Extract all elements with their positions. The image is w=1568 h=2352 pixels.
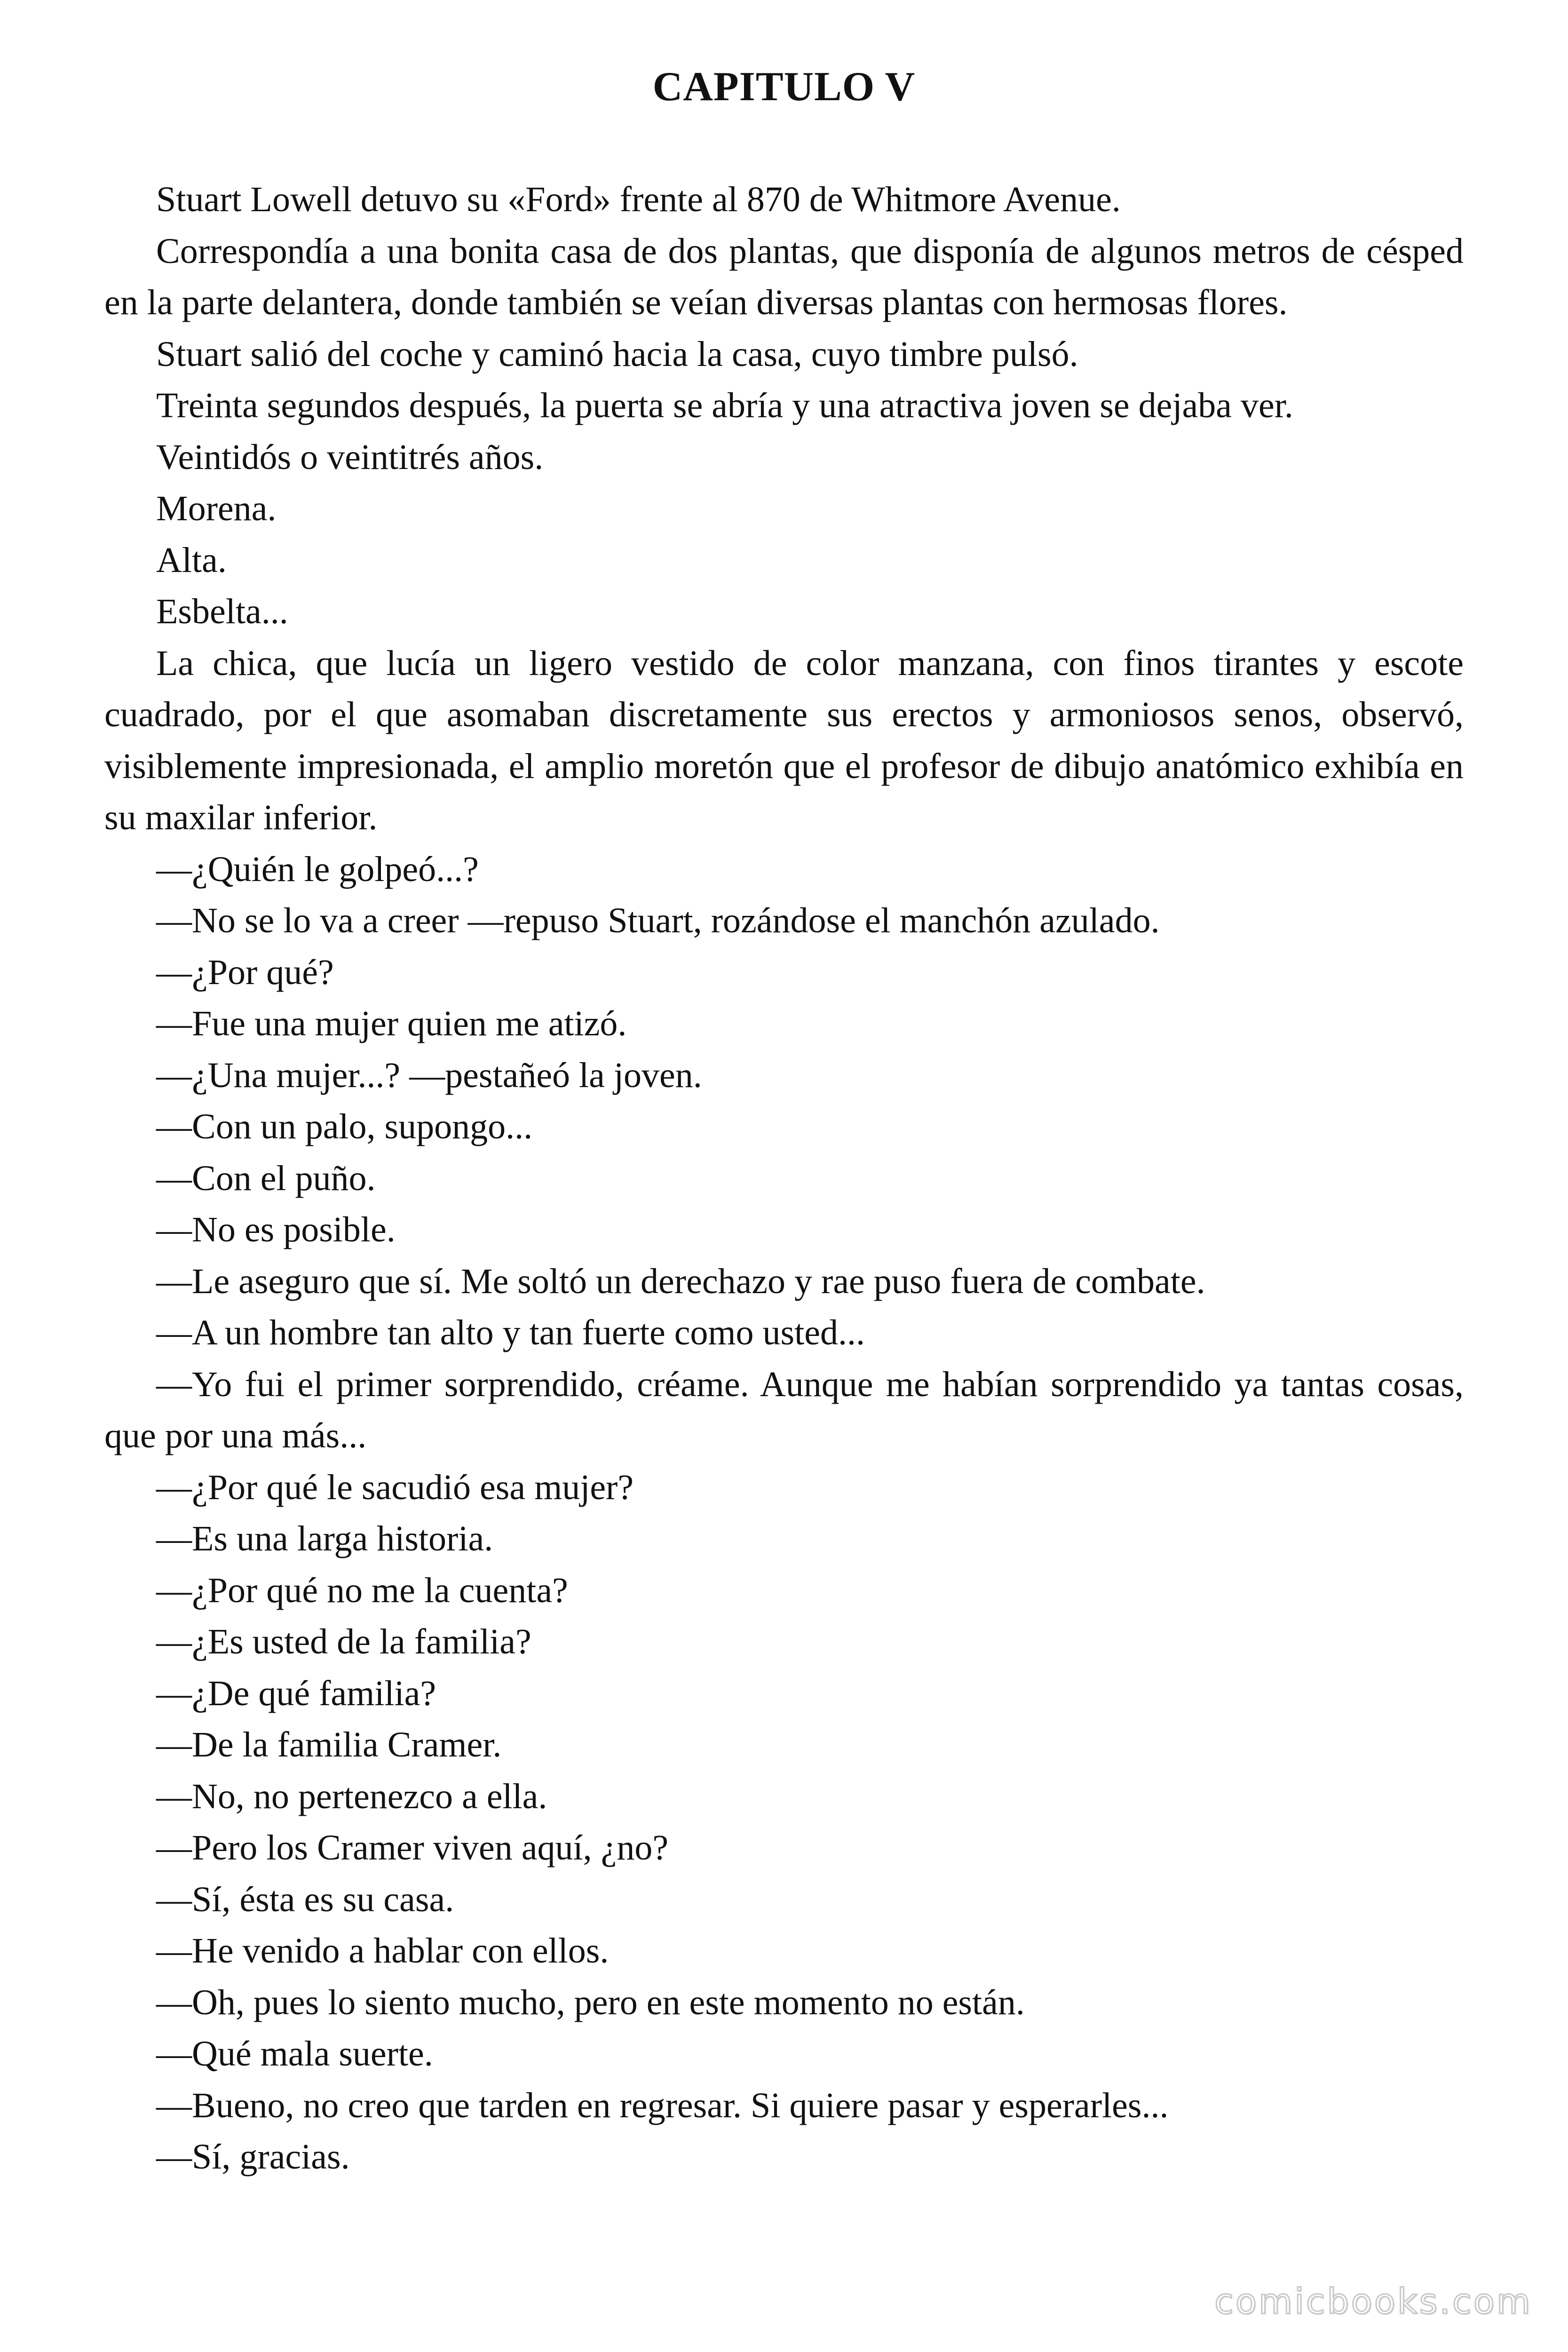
chapter-title: CAPITULO V: [652, 64, 916, 110]
chapter-body: [104, 174, 1464, 2183]
dialogue-line: —No se lo va a creer —repuso Stuart, rozándose el manchón azulado.: [156, 901, 1160, 940]
dialogue-line: —Qué mala suerte.: [156, 2034, 433, 2074]
dialogue-line: —De la familia Cramer.: [156, 1725, 502, 1764]
dialogue-line: —¿Por qué le sacudió esa mujer?: [156, 1467, 634, 1507]
dialogue-line: —Sí, ésta es su casa.: [156, 1879, 454, 1919]
paragraph: Treinta segundos después, la puerta se abría y una atractiva joven se dejaba ver.: [156, 386, 1293, 425]
dialogue-line: —¿Quién le golpeó...?: [156, 849, 479, 889]
dialogue-line: —Sí, gracias.: [156, 2137, 350, 2177]
dialogue-line: —Bueno, no creo que tarden en regresar. Si quiere pasar y esperarles...: [156, 2085, 1169, 2125]
dialogue-line: —Oh, pues lo siento mucho, pero en este momento no están.: [156, 1982, 1025, 2022]
dialogue-line: —Con un palo, supongo...: [156, 1107, 533, 1146]
paragraph: Stuart Lowell detuvo su «Ford» frente al 870 de Whitmore Avenue.: [156, 180, 1121, 219]
paragraph: Morena.: [156, 489, 277, 528]
paragraph: La chica, que lucía un ligero vestido de color manzana, con finos tirantes y escote cuadrado, por el que asomaban discretamente sus erectos y armoniosos senos, observó, visiblemente impresionada, el amplio moretón que el profesor de dibujo anatómico exhibía en su maxilar inferior.: [104, 643, 1464, 837]
dialogue-line: —¿Por qué no me la cuenta?: [156, 1570, 568, 1610]
dialogue-line: —¿Es usted de la familia?: [156, 1622, 531, 1661]
dialogue-line: —¿Una mujer...? —pestañeó la joven.: [156, 1055, 702, 1095]
dialogue-line: —Es una larga historia.: [156, 1519, 493, 1558]
dialogue-line: —Yo fui el primer sorprendido, créame. Aunque me habían sorprendido ya tantas cosas, que por una más...: [104, 1364, 1464, 1455]
dialogue-line: —¿De qué familia?: [156, 1673, 436, 1713]
paragraph: Stuart salió del coche y caminó hacia la casa, cuyo timbre pulsó.: [156, 334, 1078, 374]
paragraph: Esbelta...: [156, 592, 288, 631]
dialogue-line: —He venido a hablar con ellos.: [156, 1931, 609, 1971]
dialogue-line: —¿Por qué?: [156, 952, 334, 992]
dialogue-line: —No es posible.: [156, 1210, 396, 1249]
dialogue-line: —Le aseguro que sí. Me soltó un derechazo y rae puso fuera de combate.: [156, 1261, 1205, 1301]
dialogue-line: —Con el puño.: [156, 1158, 376, 1198]
dialogue-line: —No, no pertenezco a ella.: [156, 1776, 547, 1816]
paragraph: Veintidós o veintitrés años.: [156, 437, 544, 477]
dialogue-line: —A un hombre tan alto y tan fuerte como usted...: [156, 1313, 865, 1352]
dialogue-line: —Fue una mujer quien me atizó.: [156, 1004, 627, 1043]
paragraph: Alta.: [156, 540, 227, 580]
dialogue-line: —Pero los Cramer viven aquí, ¿no?: [156, 1828, 669, 1867]
watermark: comicbooks.com: [1214, 2281, 1532, 2322]
paragraph: Correspondía a una bonita casa de dos plantas, que disponía de algunos metros de césped en la parte delantera, donde también se veían diversas plantas con hermosas flores.: [104, 231, 1464, 322]
